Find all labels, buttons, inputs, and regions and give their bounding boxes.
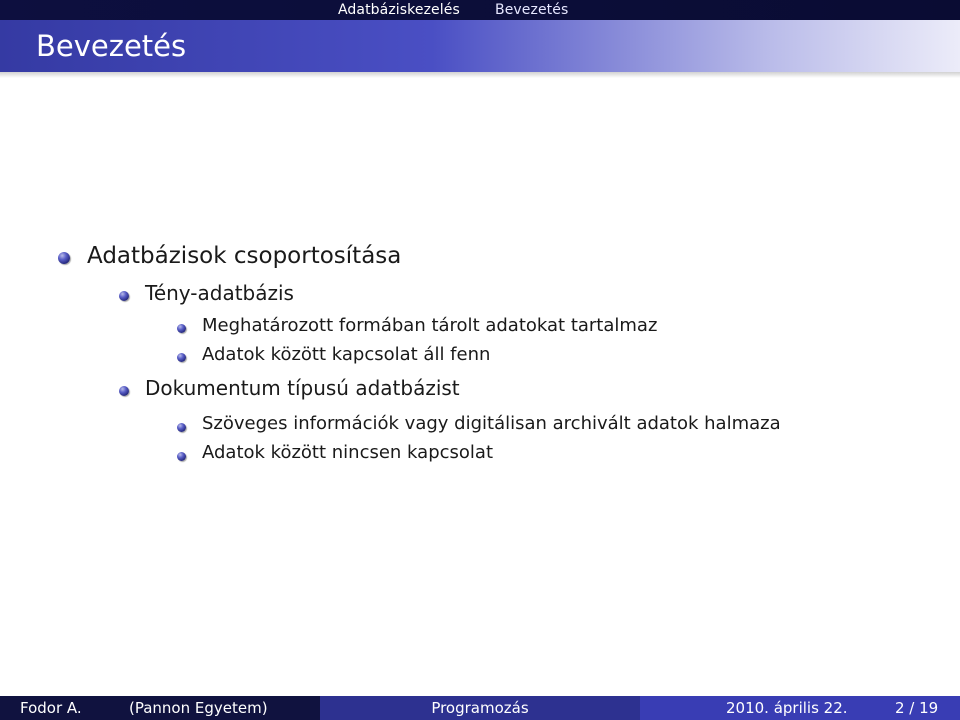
navigation-bar (0, 0, 960, 20)
footer-date-panel (640, 696, 960, 720)
bullet-icon (177, 452, 186, 461)
bullet-icon (177, 353, 186, 362)
footer-institution: (Pannon Egyetem) (129, 699, 268, 717)
bullet-icon (119, 291, 129, 301)
bullet-icon (58, 252, 70, 264)
nav-subsection-link[interactable]: Bevezetés (495, 2, 569, 18)
list-item: Adatbázisok csoportosítása (87, 243, 402, 269)
footer-talk-title: Programozás (431, 699, 529, 717)
bullet-icon (119, 386, 129, 396)
nav-section-link[interactable]: Adatbáziskezelés (338, 2, 460, 18)
bullet-icon (177, 324, 186, 333)
list-item: Meghatározott formában tárolt adatokat tartalmaz (202, 315, 658, 336)
list-item: Adatok között nincsen kapcsolat (202, 442, 493, 463)
footer (0, 696, 960, 720)
footer-author-panel (0, 696, 320, 720)
title-bar-shadow (0, 72, 960, 78)
list-item: Szöveges információk vagy digitálisan archivált adatok halmaza (202, 413, 781, 434)
footer-author: Fodor A. (20, 699, 82, 717)
frame-title: Bevezetés (36, 29, 187, 63)
frame-title-bar (0, 20, 960, 72)
bullet-icon (177, 423, 186, 432)
list-item: Dokumentum típusú adatbázist (145, 376, 460, 400)
footer-date: 2010. április 22. (726, 699, 848, 717)
list-item: Adatok között kapcsolat áll fenn (202, 344, 491, 365)
footer-title-panel (320, 696, 640, 720)
list-item: Tény-adatbázis (145, 281, 294, 305)
page-counter: 2 / 19 (895, 699, 939, 717)
